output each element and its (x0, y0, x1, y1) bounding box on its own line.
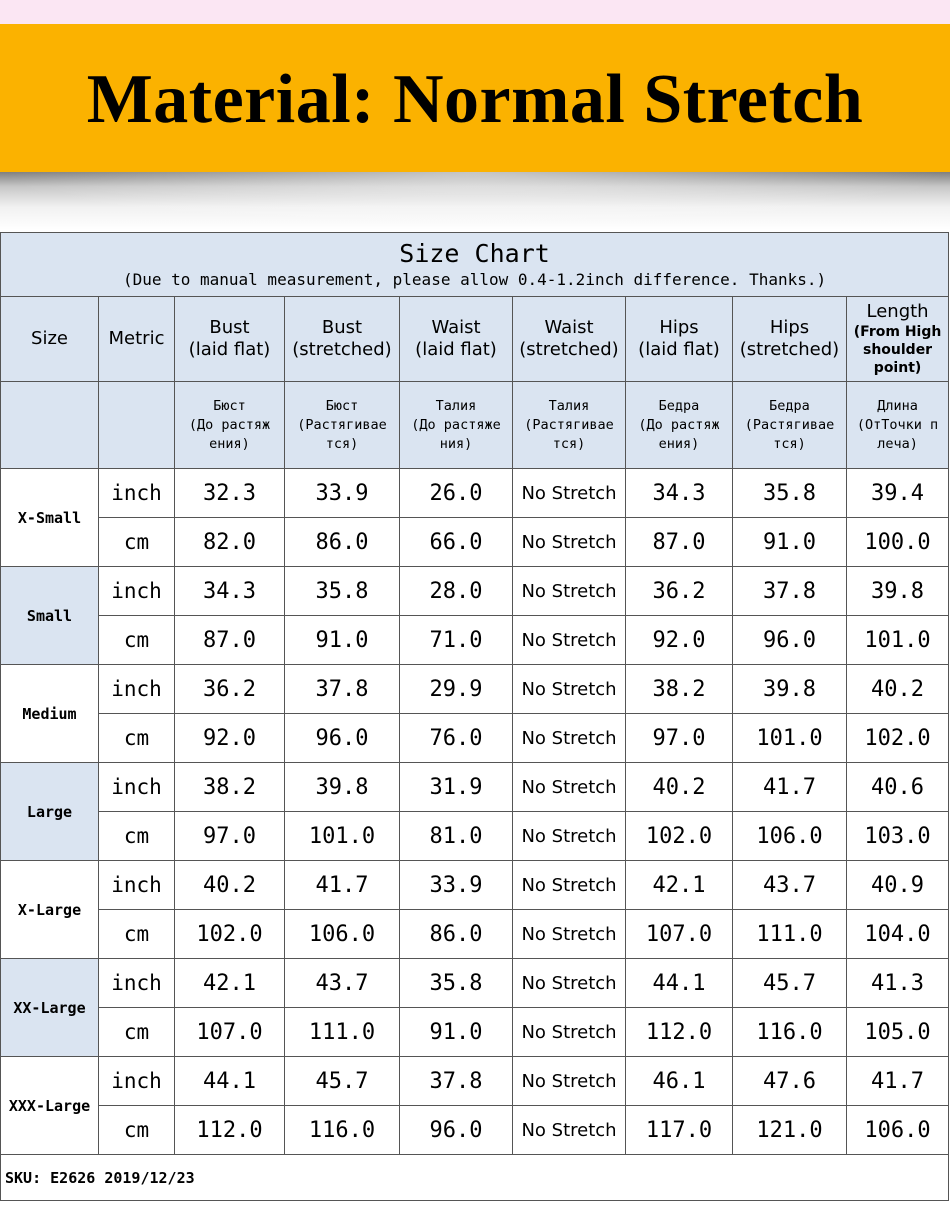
measurement-cell: 105.0 (847, 1008, 949, 1057)
metric-label: inch (99, 1057, 175, 1106)
header-line: point) (873, 360, 922, 376)
sku-label: SKU: (5, 1168, 51, 1187)
measurement-cell: 41.3 (847, 959, 949, 1008)
measurement-cell: 45.7 (733, 959, 847, 1008)
measurement-cell: 71.0 (400, 616, 513, 665)
measurement-cell: 92.0 (626, 616, 733, 665)
header-line: Bust (209, 317, 250, 338)
measurement-cell: No Stretch (513, 763, 626, 812)
ru-header-line: (Растягивае (524, 416, 614, 433)
measurement-cell: No Stretch (513, 1008, 626, 1057)
measurement-cell: 28.0 (400, 567, 513, 616)
measurement-cell: 97.0 (626, 714, 733, 763)
ru-header-empty (99, 382, 175, 469)
measurement-cell: No Stretch (513, 616, 626, 665)
measurement-cell: 37.8 (400, 1057, 513, 1106)
measurement-cell: 34.3 (175, 567, 285, 616)
ru-header-line: (Растягивае (744, 416, 835, 433)
table-row (1, 1106, 949, 1155)
measurement-cell: 42.1 (626, 861, 733, 910)
measurement-cell: 91.0 (733, 518, 847, 567)
ru-header-bust-stretched (285, 382, 400, 469)
metric-label: cm (99, 518, 175, 567)
measurement-cell: 96.0 (285, 714, 400, 763)
ru-header-line: ния) (439, 435, 473, 452)
measurement-cell: 43.7 (733, 861, 847, 910)
ru-header-line: (Растягивае (297, 416, 387, 433)
measurement-cell: 40.6 (847, 763, 949, 812)
measurement-cell: 26.0 (400, 469, 513, 518)
measurement-cell: 102.0 (175, 910, 285, 959)
measurement-cell: 81.0 (400, 812, 513, 861)
size-label: X-Large (1, 861, 99, 959)
measurement-cell: 44.1 (175, 1057, 285, 1106)
ru-header-waist-laid-flat (400, 382, 513, 469)
measurement-cell: 101.0 (847, 616, 949, 665)
measurement-cell: 87.0 (175, 616, 285, 665)
ru-header-line: ения) (209, 435, 250, 452)
header-line: Hips (659, 317, 699, 338)
measurement-cell: 34.3 (626, 469, 733, 518)
measurement-cell: 33.9 (285, 469, 400, 518)
table-row (1, 959, 949, 1008)
measurement-cell: No Stretch (513, 812, 626, 861)
measurement-cell: 40.2 (626, 763, 733, 812)
header-metric (99, 297, 175, 382)
measurement-cell: 91.0 (400, 1008, 513, 1057)
measurement-cell: No Stretch (513, 1057, 626, 1106)
header-line: (From High (853, 324, 942, 340)
chart-title-cell (1, 233, 949, 297)
table-row (1, 812, 949, 861)
header-hips-laid-flat (626, 297, 733, 382)
measurement-cell: No Stretch (513, 714, 626, 763)
ru-header-line: Талия (548, 397, 590, 414)
header-line: Bust (321, 317, 363, 338)
measurement-cell: 117.0 (626, 1106, 733, 1155)
measurement-cell: 106.0 (847, 1106, 949, 1155)
measurement-cell: 44.1 (626, 959, 733, 1008)
metric-label: inch (99, 469, 175, 518)
measurement-cell: 31.9 (400, 763, 513, 812)
metric-label: inch (99, 861, 175, 910)
header-bust-laid-flat (175, 297, 285, 382)
table-row (1, 665, 949, 714)
measurement-cell: 121.0 (733, 1106, 847, 1155)
measurement-cell: 42.1 (175, 959, 285, 1008)
measurement-cell: 102.0 (847, 714, 949, 763)
measurement-cell: 111.0 (733, 910, 847, 959)
measurement-cell: 102.0 (626, 812, 733, 861)
measurement-cell: 40.9 (847, 861, 949, 910)
measurement-cell: 37.8 (733, 567, 847, 616)
header-bust-stretched (285, 297, 400, 382)
sku-value: E2626 2019/12/23 (50, 1168, 195, 1187)
measurement-cell: 106.0 (733, 812, 847, 861)
size-label: XX-Large (1, 959, 99, 1057)
metric-label: cm (99, 812, 175, 861)
measurement-cell: 66.0 (400, 518, 513, 567)
ru-header-line: леча) (877, 435, 918, 452)
measurement-cell: 112.0 (626, 1008, 733, 1057)
metric-label: inch (99, 665, 175, 714)
size-label: Medium (1, 665, 99, 763)
table-row (1, 910, 949, 959)
metric-label: cm (99, 616, 175, 665)
header-line: Length (866, 301, 929, 322)
header-waist-stretched (513, 297, 626, 382)
measurement-cell: 96.0 (400, 1106, 513, 1155)
sku-info (1, 1155, 949, 1201)
measurement-cell: 36.2 (626, 567, 733, 616)
measurement-cell: 46.1 (626, 1057, 733, 1106)
table-row (1, 469, 949, 518)
table-row (1, 567, 949, 616)
measurement-cell: 101.0 (733, 714, 847, 763)
measurement-cell: 35.8 (285, 567, 400, 616)
table-row (1, 714, 949, 763)
measurement-cell: 112.0 (175, 1106, 285, 1155)
chart-title: Size Chart (399, 238, 550, 268)
measurement-cell: No Stretch (513, 469, 626, 518)
metric-label: cm (99, 910, 175, 959)
metric-label: inch (99, 959, 175, 1008)
header-line: (stretched) (519, 339, 619, 360)
table-row (1, 763, 949, 812)
measurement-cell: 92.0 (175, 714, 285, 763)
metric-label: inch (99, 763, 175, 812)
ru-header-line: ения) (658, 435, 700, 452)
top-strip (0, 0, 950, 24)
header-line: Size (31, 328, 68, 349)
measurement-cell: 41.7 (847, 1057, 949, 1106)
measurement-cell: 116.0 (733, 1008, 847, 1057)
ru-header-line: тся) (325, 435, 359, 452)
ru-header-bust-laid-flat (175, 382, 285, 469)
size-label: Large (1, 763, 99, 861)
measurement-cell: 36.2 (175, 665, 285, 714)
ru-header-line: тся) (773, 435, 806, 452)
measurement-cell: 106.0 (285, 910, 400, 959)
measurement-cell: 107.0 (175, 1008, 285, 1057)
measurement-cell: 39.8 (285, 763, 400, 812)
header-line: (laid flat) (415, 339, 497, 360)
measurement-cell: 96.0 (733, 616, 847, 665)
measurement-cell: 103.0 (847, 812, 949, 861)
banner-title: Material: Normal Stretch (86, 61, 864, 138)
ru-header-line: Бедра (658, 397, 700, 414)
banner-shadow (0, 172, 950, 230)
measurement-cell: 116.0 (285, 1106, 400, 1155)
header-line: Metric (108, 328, 165, 349)
ru-header-line: (ОтТочки п (856, 416, 939, 433)
measurement-cell: No Stretch (513, 1106, 626, 1155)
measurement-cell: 39.4 (847, 469, 949, 518)
measurement-cell: 111.0 (285, 1008, 400, 1057)
ru-header-line: Бюст (325, 397, 359, 414)
material-banner (0, 24, 950, 172)
measurement-cell: 107.0 (626, 910, 733, 959)
measurement-cell: 35.8 (400, 959, 513, 1008)
header-line: (stretched) (292, 339, 392, 360)
size-chart-table (0, 232, 949, 1201)
measurement-cell: 39.8 (733, 665, 847, 714)
size-label: XXX-Large (1, 1057, 99, 1155)
header-waist-laid-flat (400, 297, 513, 382)
ru-header-empty (1, 382, 99, 469)
table-row (1, 518, 949, 567)
ru-header-line: (До растяж (188, 416, 271, 433)
measurement-cell: 41.7 (285, 861, 400, 910)
metric-label: cm (99, 714, 175, 763)
header-line: (laid flat) (188, 339, 271, 360)
chart-subtitle: (Due to manual measurement, please allow 0.4-1.2inch difference. Thanks.) (122, 269, 827, 289)
table-row (1, 861, 949, 910)
measurement-cell: 32.3 (175, 469, 285, 518)
measurement-cell: No Stretch (513, 910, 626, 959)
measurement-cell: 43.7 (285, 959, 400, 1008)
measurement-cell: 39.8 (847, 567, 949, 616)
measurement-cell: 38.2 (175, 763, 285, 812)
header-line: shoulder (862, 342, 933, 358)
measurement-cell: 40.2 (175, 861, 285, 910)
measurement-cell: 40.2 (847, 665, 949, 714)
measurement-cell: 104.0 (847, 910, 949, 959)
measurement-cell: 47.6 (733, 1057, 847, 1106)
measurement-cell: 86.0 (285, 518, 400, 567)
header-line: Hips (769, 317, 810, 338)
measurement-cell: No Stretch (513, 518, 626, 567)
measurement-cell: No Stretch (513, 959, 626, 1008)
table-row (1, 1057, 949, 1106)
header-line: Waist (544, 317, 594, 338)
header-line: (laid flat) (638, 339, 720, 360)
size-label: Small (1, 567, 99, 665)
measurement-cell: 100.0 (847, 518, 949, 567)
measurement-cell: No Stretch (513, 665, 626, 714)
size-label: X-Small (1, 469, 99, 567)
header-size (1, 297, 99, 382)
header-hips-stretched (733, 297, 847, 382)
header-length (847, 297, 949, 382)
ru-header-line: тся) (552, 435, 586, 452)
ru-header-line: (До растяже (411, 416, 501, 433)
metric-label: inch (99, 567, 175, 616)
measurement-cell: 29.9 (400, 665, 513, 714)
ru-header-waist-stretched (513, 382, 626, 469)
ru-header-hips-stretched (733, 382, 847, 469)
measurement-cell: 33.9 (400, 861, 513, 910)
measurement-cell: 38.2 (626, 665, 733, 714)
metric-label: cm (99, 1008, 175, 1057)
measurement-cell: 97.0 (175, 812, 285, 861)
measurement-cell: 35.8 (733, 469, 847, 518)
measurement-cell: 91.0 (285, 616, 400, 665)
measurement-cell: No Stretch (513, 861, 626, 910)
measurement-cell: 41.7 (733, 763, 847, 812)
measurement-cell: 101.0 (285, 812, 400, 861)
measurement-cell: 37.8 (285, 665, 400, 714)
metric-label: cm (99, 1106, 175, 1155)
ru-header-line: Талия (435, 397, 477, 414)
ru-header-line: Бедра (769, 397, 810, 414)
table-row (1, 1008, 949, 1057)
measurement-cell: 82.0 (175, 518, 285, 567)
measurement-cell: 45.7 (285, 1057, 400, 1106)
ru-header-line: Бюст (213, 397, 246, 414)
header-line: Waist (431, 317, 481, 338)
ru-header-line: (До растяж (638, 416, 720, 433)
measurement-cell: 76.0 (400, 714, 513, 763)
measurement-cell: 87.0 (626, 518, 733, 567)
ru-header-hips-laid-flat (626, 382, 733, 469)
table-row (1, 616, 949, 665)
ru-header-line: Длина (877, 397, 918, 414)
header-line: (stretched) (739, 339, 840, 360)
measurement-cell: 86.0 (400, 910, 513, 959)
ru-header-length (847, 382, 949, 469)
measurement-cell: No Stretch (513, 567, 626, 616)
